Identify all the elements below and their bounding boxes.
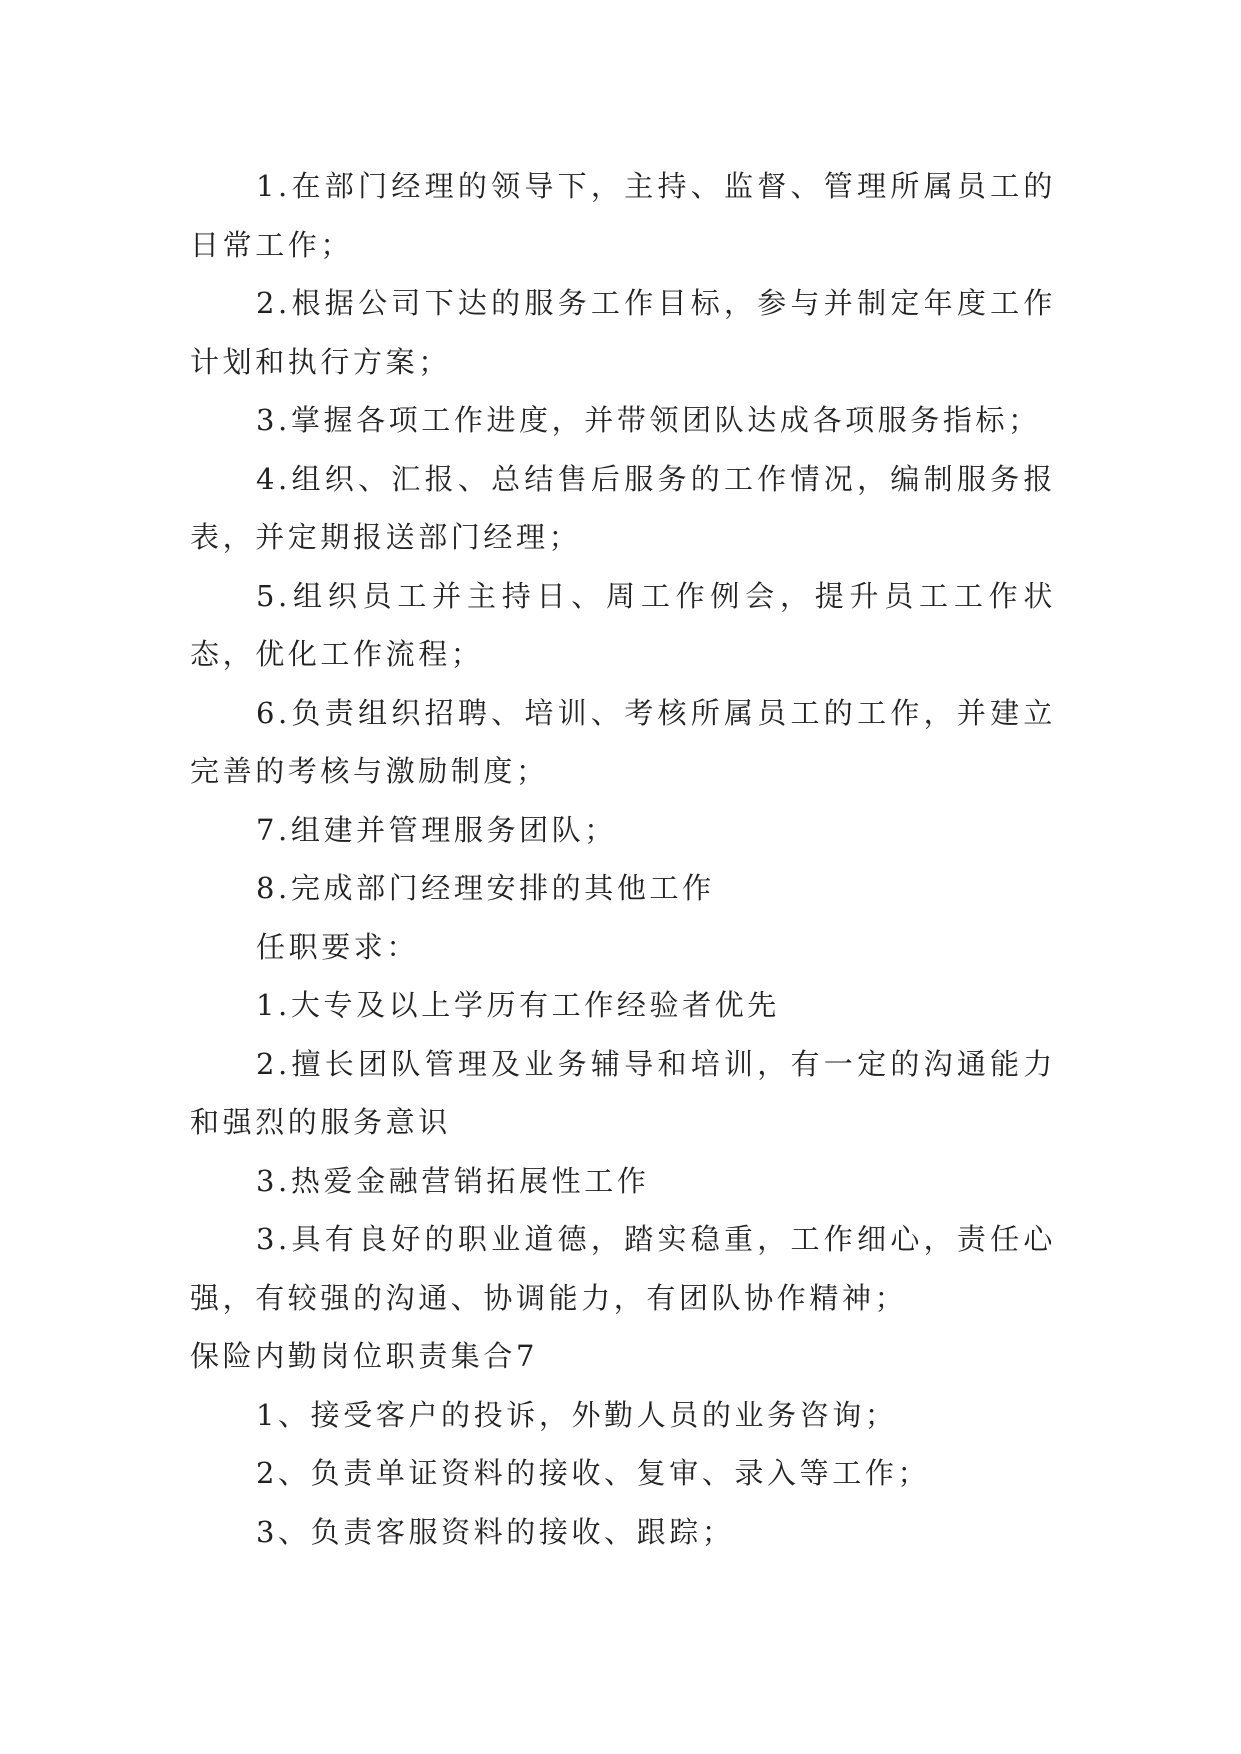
requirements-heading: 任职要求： <box>256 929 420 964</box>
paragraph-requirement-2: 2.擅长团队管理及业务辅导和培训，有一定的沟通能力和强烈的服务意识 <box>190 1046 1056 1139</box>
paragraph-section-1: 1、接受客户的投诉，外勤人员的业务咨询； <box>256 1397 898 1432</box>
paragraph-duty-8: 8.完成部门经理安排的其他工作 <box>256 871 715 905</box>
paragraph-duty-3: 3.掌握各项工作进度，并带领团队达成各项服务指标； <box>256 403 1041 437</box>
paragraph-duty-4: 4.组织、汇报、总结售后服务的工作情况，编制服务报表，并定期报送部门经理； <box>190 461 1056 554</box>
section-title: 保险内勤岗位职责集合7 <box>190 1339 539 1373</box>
paragraph-duty-7: 7.组建并管理服务团队； <box>256 812 617 847</box>
paragraph-requirement-4: 3.具有良好的职业道德，踏实稳重，工作细心，责任心强，有较强的沟通、协调能力，有团队协作精神； <box>190 1222 1056 1315</box>
document-body <box>190 157 1056 1561</box>
paragraph-section-2: 2、负责单证资料的接收、复审、录入等工作； <box>256 1456 931 1490</box>
paragraph-duty-5: 5.组织员工并主持日、周工作例会，提升员工工作状态，优化工作流程； <box>190 578 1056 671</box>
paragraph-requirement-3: 3.热爱金融营销拓展性工作 <box>256 1163 650 1198</box>
paragraph-duty-1: 1.在部门经理的领导下，主持、监督、管理所属员工的日常工作； <box>190 169 1056 262</box>
paragraph-requirement-1: 1.大专及以上学历有工作经验者优先 <box>256 988 780 1022</box>
paragraph-duty-2: 2.根据公司下达的服务工作目标，参与并制定年度工作计划和执行方案； <box>190 286 1056 379</box>
paragraph-duty-6: 6.负责组织招聘、培训、考核所属员工的工作，并建立完善的考核与激励制度； <box>190 695 1056 788</box>
paragraph-section-3: 3、负责客服资料的接收、跟踪； <box>256 1514 735 1549</box>
